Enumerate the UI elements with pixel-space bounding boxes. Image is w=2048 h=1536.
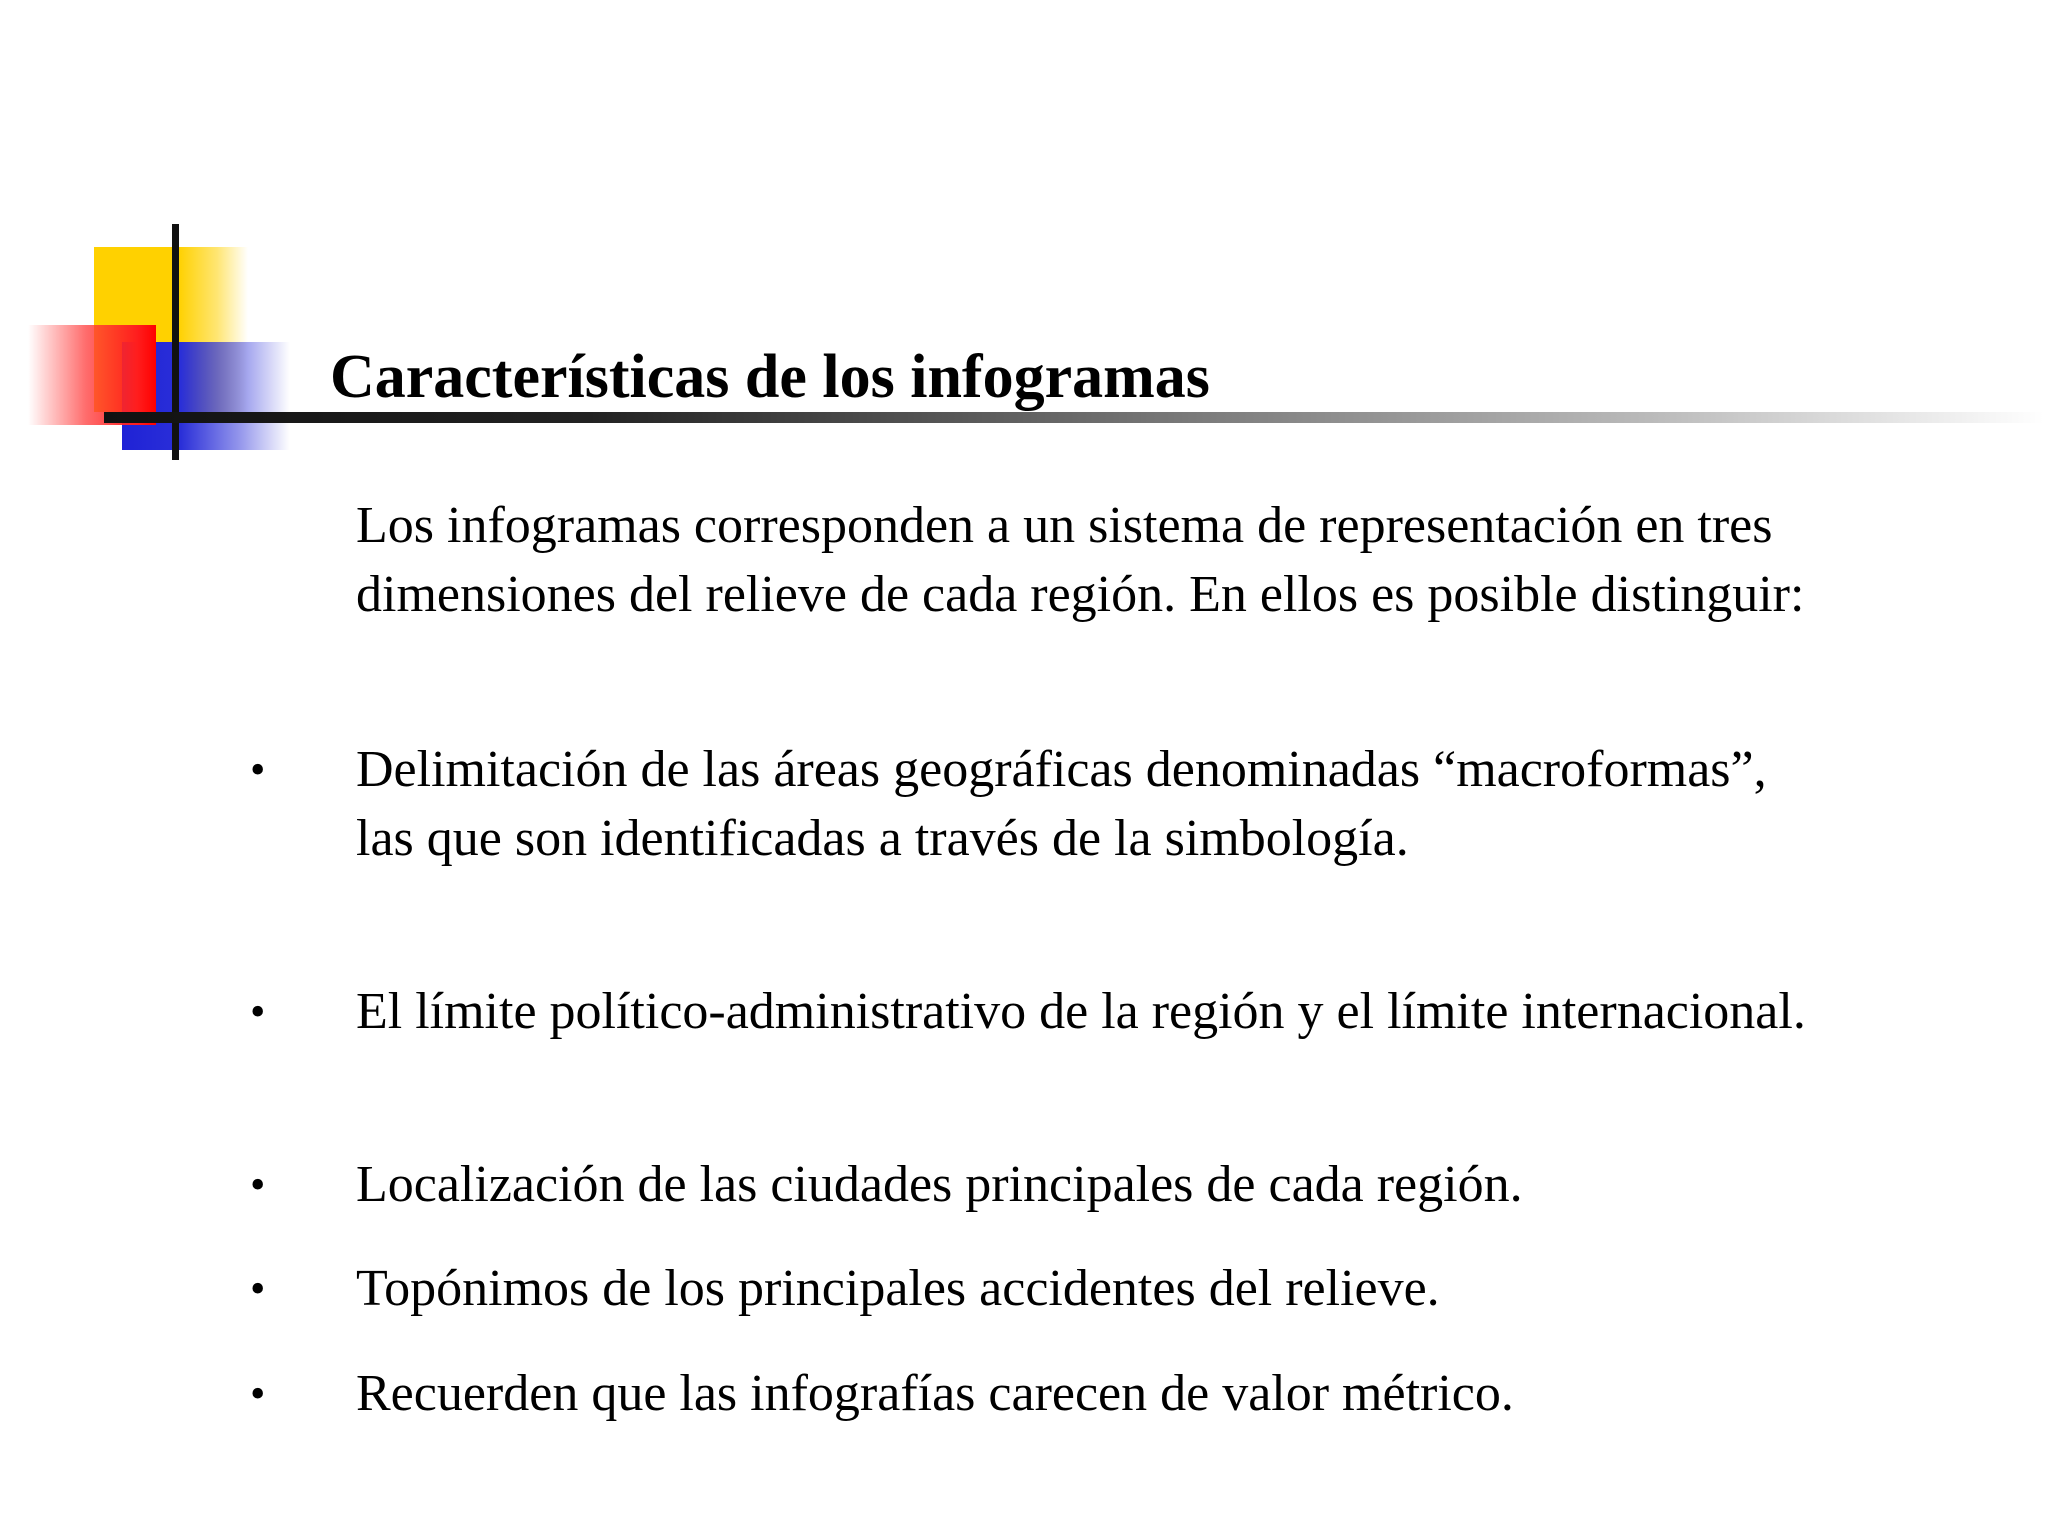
bullet-text: Delimitación de las áreas geográficas denominadas “macroformas”, las que son identificadas a través de la simbología. — [356, 741, 1767, 867]
bullet-marker: • — [250, 745, 266, 794]
intro-paragraph: Los infogramas corresponden a un sistema de representación en tres dimensiones del relieve de cada región. En ellos es posible distinguir: — [356, 497, 1805, 623]
bullet-marker: • — [250, 987, 266, 1036]
bullet-text: Topónimos de los principales accidentes del relieve. — [356, 1260, 1440, 1317]
bullet-marker: • — [250, 1264, 266, 1313]
bullet-text: El límite político-administrativo de la región y el límite internacional. — [356, 983, 1806, 1040]
title-underline-rule — [104, 412, 2044, 423]
ornament-vertical-rule — [172, 224, 179, 460]
ornament-red-square — [28, 325, 156, 425]
bullet-marker: • — [250, 1369, 266, 1418]
bullet-text: Localización de las ciudades principales de cada región. — [356, 1156, 1523, 1213]
slide-title: Características de los infogramas — [330, 343, 1210, 411]
bullet-marker: • — [250, 1160, 266, 1209]
bullet-text: Recuerden que las infografías carecen de valor métrico. — [356, 1365, 1514, 1422]
